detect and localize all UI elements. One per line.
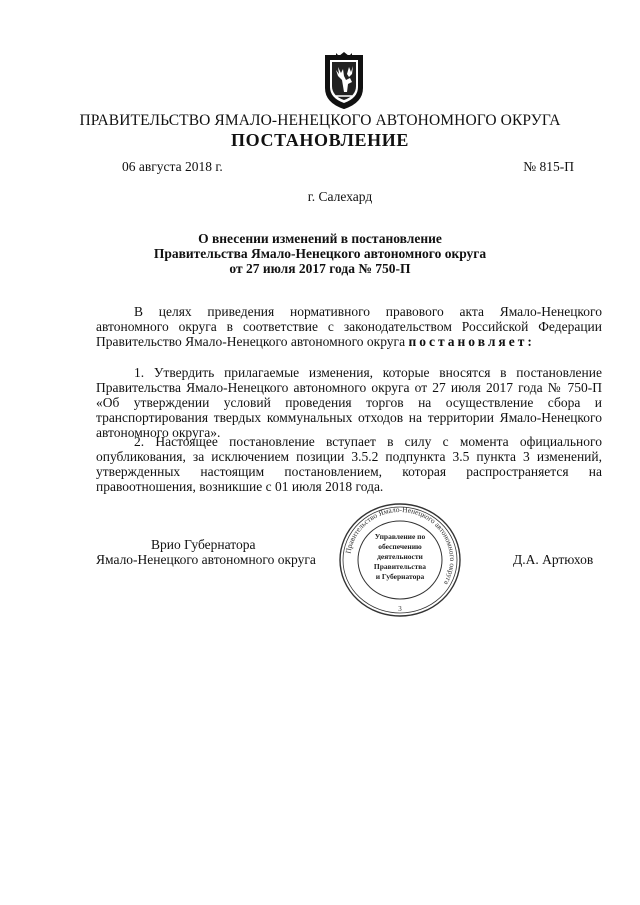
signer-title-line-1: Врио Губернатора — [151, 537, 256, 552]
seal-bottom-number: 3 — [398, 605, 402, 613]
seal-line-3: деятельности — [377, 552, 423, 561]
decree-item-2: 2. Настоящее постановление вступает в силу с момента официального опубликования, за исключением позиции 3.5.2 подпункта 3.5 пункта 3 изменений, утвержденных настоящим постановлением, которая распространяется на правоотношения, возникшие с 01 июля 2018 года. — [96, 434, 602, 494]
title-line: Правительства Ямало-Ненецкого автономного округа — [153, 246, 487, 261]
document-number: № 815-П — [523, 159, 574, 174]
seal-line-2: обеспечению — [378, 542, 422, 551]
document-type: ПОСТАНОВЛЕНИЕ — [231, 130, 409, 150]
seal-line-5: и Губернатора — [375, 572, 425, 581]
official-seal-stamp — [337, 501, 463, 619]
preamble-paragraph — [96, 304, 602, 349]
title-line: от 27 июля 2017 года № 750-П — [229, 261, 411, 276]
seal-line-4: Правительства — [373, 562, 427, 571]
signer-title-line-2: Ямало-Ненецкого автономного округа — [96, 552, 316, 567]
seal-line-1: Управление по — [374, 532, 426, 541]
document-title — [0, 231, 640, 276]
document-date: 06 августа 2018 г. — [122, 159, 223, 174]
preamble-text: В целях приведения нормативного правового акта Ямало-Ненецкого автономного округа в соответствие с законодательством Российской Федерации Правительство Ямало-Ненецкого автономного округа — [96, 304, 602, 349]
decree-item-1: 1. Утвердить прилагаемые изменения, которые вносятся в постановление Правительства Ямало-Ненецкого автономного округа от 27 июля 2017 года № 750-П «Об утверждении условий проведения торгов на осуществление сбора и транспортирования твердых коммунальных отходов на территории Ямало-Ненецкого автономного округа». — [96, 365, 602, 440]
preamble-keyword: постановляет: — [408, 334, 535, 349]
seal-ring-text: Правительство Ямало-Ненецкого автономного округа — [343, 504, 458, 587]
coat-of-arms-icon — [322, 52, 366, 110]
government-name: ПРАВИТЕЛЬСТВО ЯМАЛО-НЕНЕЦКОГО АВТОНОМНОГО ОКРУГА — [79, 112, 561, 129]
title-line: О внесении изменений в постановление — [198, 231, 442, 246]
document-city: г. Салехард — [307, 189, 373, 204]
signer-name: Д.А. Артюхов — [513, 552, 594, 567]
